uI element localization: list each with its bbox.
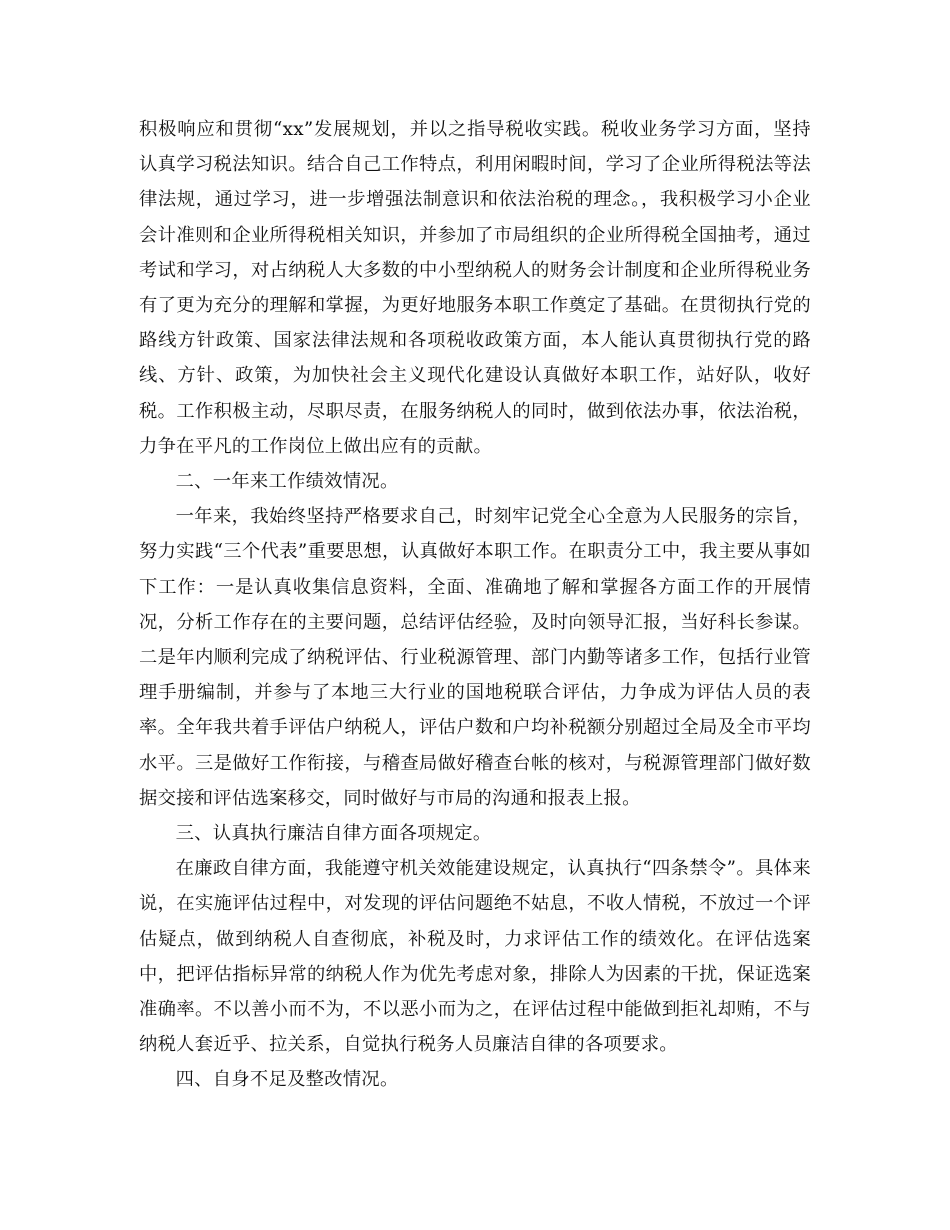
section-heading-integrity: 三、认真执行廉洁自律方面各项规定。	[175, 823, 492, 845]
section-heading-shortcomings: 四、自身不足及整改情况。	[175, 1069, 399, 1091]
paragraph-integrity: 在廉政自律方面，我能遵守机关效能建设规定，认真执行“四条禁令”。具体来说，在实施评估过程中，对发现的评估问题绝不姑息，不收人情税，不放过一个评估疑点，做到纳税人自查彻底，补税及时，力求评估工作的绩效化。在评估选案中，把评估指标异常的纳税人作为优先考虑对象，排除人为因素的干扰，保证选案准确率。不以善小而不为，不以恶小而为之，在评估过程中能做到拒礼却贿，不与纳税人套近乎、拉关系，自觉执行税务人员廉洁自律的各项要求。	[139, 858, 811, 1056]
paragraph-performance: 一年来，我始终坚持严格要求自己，时刻牢记党全心全意为人民服务的宗旨，努力实践“三个代表”重要思想，认真做好本职工作。在职责分工中，我主要从事如下工作：一是认真收集信息资料，全面、准确地了解和掌握各方面工作的开展情况，分析工作存在的主要问题，总结评估经验，及时向领导汇报，当好科长参谋。二是年内顺利完成了纳税评估、行业税源管理、部门内勤等诸多工作，包括行业管理手册编制，并参与了本地三大行业的国地税联合评估，力争成为评估人员的表率。全年我共着手评估户纳税人，评估户数和户均补税额分别超过全局及全市平均水平。三是做好工作衔接，与稽查局做好稽查台帐的核对，与税源管理部门做好数据交接和评估选案移交，同时做好与市局的沟通和报表上报。	[139, 506, 811, 809]
section-heading-performance: 二、一年来工作绩效情况。	[175, 471, 399, 493]
document-body	[139, 112, 811, 1098]
paragraph-tax-study: 积极响应和贯彻“xx”发展规划，并以之指导税收实践。税收业务学习方面，坚持认真学习税法知识。结合自己工作特点，利用闲暇时间，学习了企业所得税法等法律法规，通过学习，进一步增强法制意识和依法治税的理念。，我积极学习小企业会计准则和企业所得税相关知识，并参加了市局组织的企业所得税全国抽考，通过考试和学习，对占纳税人大多数的中小型纳税人的财务会计制度和企业所得税业务有了更为充分的理解和掌握，为更好地服务本职工作奠定了基础。在贯彻执行党的路线方针政策、国家法律法规和各项税收政策方面，本人能认真贯彻执行党的路线、方针、政策，为加快社会主义现代化建设认真做好本职工作，站好队，收好税。工作积极主动，尽职尽责，在服务纳税人的同时，做到依法办事，依法治税，力争在平凡的工作岗位上做出应有的贡献。	[139, 119, 811, 457]
